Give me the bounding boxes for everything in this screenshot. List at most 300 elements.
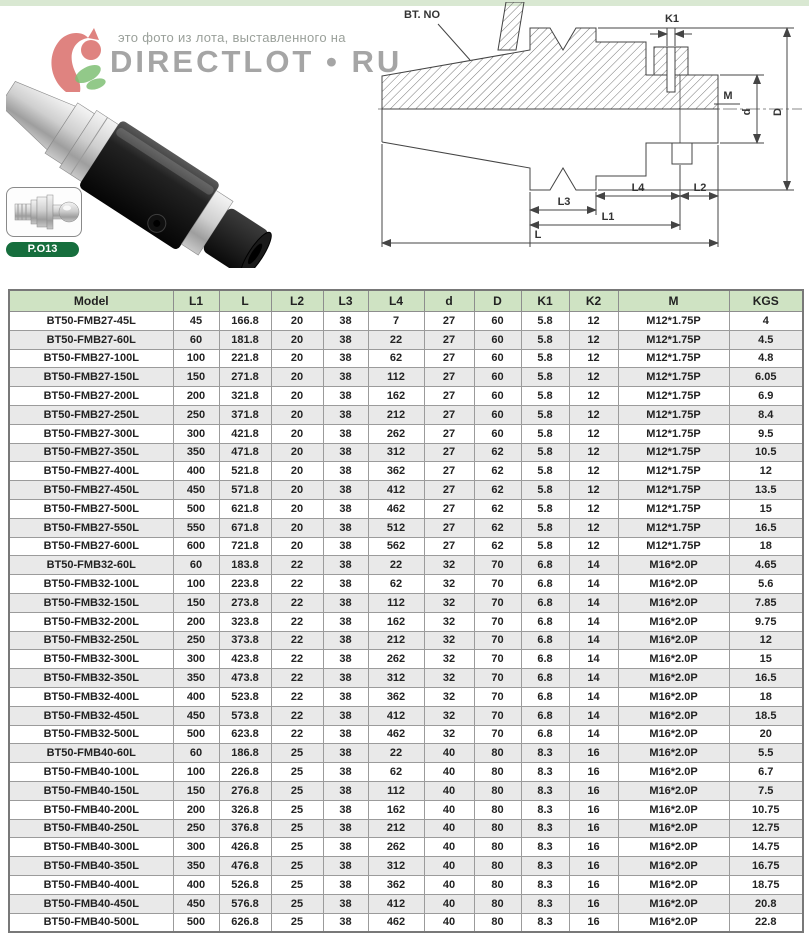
table-cell: 14 [569,706,618,725]
table-cell: 373.8 [219,631,271,650]
table-cell: 300 [173,650,219,669]
table-cell: 12 [569,499,618,518]
table-cell: 16 [569,913,618,932]
table-cell: 6.8 [521,706,569,725]
table-cell: 60 [474,405,521,424]
table-cell: 5.8 [521,349,569,368]
table-cell: BT50-FMB27-200L [9,387,173,406]
table-row [9,462,803,481]
watermark-text: это фото из лота, выставленного на [118,30,346,45]
table-cell: 20 [271,518,323,537]
table-cell: 20.8 [729,894,803,913]
table-row [9,631,803,650]
table-cell: 22 [271,669,323,688]
table-cell: 12 [569,481,618,500]
table-cell: 38 [323,405,368,424]
screw-slot [667,47,675,92]
table-cell: 20 [271,499,323,518]
table-cell: 626.8 [219,913,271,932]
table-cell: 12 [569,368,618,387]
table-cell: 5.8 [521,424,569,443]
table-cell: 5.8 [521,387,569,406]
table-cell: 62 [474,518,521,537]
table-cell: 8.4 [729,405,803,424]
column-header-model: Model [9,290,173,312]
table-cell: 4.5 [729,330,803,349]
table-cell: 27 [424,330,474,349]
table-cell: 721.8 [219,537,271,556]
table-cell: BT50-FMB27-100L [9,349,173,368]
table-cell: 25 [271,744,323,763]
table-cell: 100 [173,349,219,368]
table-cell: 38 [323,481,368,500]
table-cell: 70 [474,556,521,575]
table-cell: 62 [368,349,424,368]
table-cell: 22 [271,631,323,650]
table-cell: 38 [323,368,368,387]
table-cell: 62 [474,443,521,462]
table-cell: 671.8 [219,518,271,537]
table-cell: 186.8 [219,744,271,763]
table-cell: 621.8 [219,499,271,518]
table-cell: 5.6 [729,575,803,594]
table-cell: 16 [569,894,618,913]
table-cell: 5.8 [521,537,569,556]
column-header-d: d [424,290,474,312]
table-cell: 40 [424,744,474,763]
table-cell: 70 [474,631,521,650]
table-cell: 8.3 [521,763,569,782]
table-cell: 25 [271,763,323,782]
table-cell: 70 [474,725,521,744]
table-cell: 150 [173,781,219,800]
table-cell: 450 [173,481,219,500]
table-cell: 15 [729,650,803,669]
table-cell: BT50-FMB40-250L [9,819,173,838]
spec-table-body [9,312,803,933]
table-cell: 27 [424,481,474,500]
table-cell: 38 [323,838,368,857]
table-cell: 8.3 [521,894,569,913]
table-cell: M16*2.0P [618,913,729,932]
table-cell: 20 [271,443,323,462]
table-cell: 200 [173,387,219,406]
table-row [9,819,803,838]
table-row [9,556,803,575]
table-cell: 25 [271,857,323,876]
table-cell: 80 [474,819,521,838]
table-cell: 32 [424,669,474,688]
table-cell: 400 [173,875,219,894]
table-row [9,387,803,406]
table-cell: BT50-FMB32-450L [9,706,173,725]
table-cell: 38 [323,706,368,725]
table-cell: M16*2.0P [618,838,729,857]
table-cell: 100 [173,575,219,594]
table-cell: 571.8 [219,481,271,500]
table-cell: 376.8 [219,819,271,838]
table-cell: 6.9 [729,387,803,406]
table-cell: 32 [424,631,474,650]
table-cell: 200 [173,612,219,631]
table-cell: 38 [323,669,368,688]
table-cell: 27 [424,443,474,462]
table-row [9,575,803,594]
table-cell: M12*1.75P [618,405,729,424]
table-row [9,518,803,537]
table-cell: 8.3 [521,913,569,932]
table-cell: 12 [569,405,618,424]
table-row [9,763,803,782]
table-cell: 25 [271,838,323,857]
table-cell: 38 [323,537,368,556]
table-cell: 38 [323,894,368,913]
table-cell: 27 [424,405,474,424]
table-cell: BT50-FMB32-150L [9,593,173,612]
table-cell: 183.8 [219,556,271,575]
table-cell: 62 [368,763,424,782]
table-cell: 32 [424,612,474,631]
table-cell: 20 [271,405,323,424]
table-cell: 512 [368,518,424,537]
table-row [9,537,803,556]
table-cell: 350 [173,857,219,876]
table-cell: BT50-FMB40-300L [9,838,173,857]
table-cell: 500 [173,913,219,932]
table-cell: 8.3 [521,781,569,800]
label-d-big: D [772,108,784,116]
table-cell: 38 [323,875,368,894]
table-cell: 38 [323,631,368,650]
table-cell: M16*2.0P [618,650,729,669]
table-cell: 162 [368,387,424,406]
table-cell: 6.8 [521,669,569,688]
table-cell: 38 [323,913,368,932]
table-cell: 112 [368,593,424,612]
table-cell: M16*2.0P [618,687,729,706]
table-cell: 112 [368,781,424,800]
table-cell: 300 [173,838,219,857]
spindle-wall [498,2,524,50]
table-cell: BT50-FMB32-400L [9,687,173,706]
table-cell: 6.8 [521,631,569,650]
table-row [9,593,803,612]
table-cell: 462 [368,725,424,744]
table-cell: 112 [368,368,424,387]
table-cell: M16*2.0P [618,669,729,688]
table-row [9,781,803,800]
table-cell: 162 [368,612,424,631]
table-row [9,875,803,894]
label-l2: L2 [693,182,707,194]
table-cell: 16 [569,875,618,894]
table-cell: BT50-FMB27-350L [9,443,173,462]
table-cell: 32 [424,687,474,706]
table-cell: M12*1.75P [618,518,729,537]
table-cell: 60 [474,387,521,406]
step-detail [672,143,692,164]
table-cell: BT50-FMB27-250L [9,405,173,424]
table-cell: 80 [474,763,521,782]
table-cell: 38 [323,330,368,349]
table-row [9,706,803,725]
table-cell: 40 [424,913,474,932]
table-cell: BT50-FMB32-250L [9,631,173,650]
table-cell: 20 [271,330,323,349]
pull-stud-inset [6,187,82,237]
table-cell: BT50-FMB27-550L [9,518,173,537]
table-cell: 200 [173,800,219,819]
table-cell: 12 [569,330,618,349]
table-cell: 22.8 [729,913,803,932]
table-cell: 60 [474,330,521,349]
table-row [9,349,803,368]
table-cell: 80 [474,913,521,932]
table-cell: 4.8 [729,349,803,368]
table-cell: 16 [569,744,618,763]
table-cell: 5.8 [521,312,569,331]
table-cell: 166.8 [219,312,271,331]
table-cell: 350 [173,669,219,688]
table-row [9,800,803,819]
table-cell: 38 [323,781,368,800]
table-cell: BT50-FMB32-300L [9,650,173,669]
table-cell: BT50-FMB27-300L [9,424,173,443]
table-cell: 80 [474,894,521,913]
table-cell: 12 [569,462,618,481]
table-cell: 5.8 [521,330,569,349]
table-cell: 262 [368,650,424,669]
table-cell: 80 [474,857,521,876]
table-cell: 7.5 [729,781,803,800]
table-cell: 38 [323,612,368,631]
table-cell: 450 [173,894,219,913]
table-row [9,838,803,857]
table-cell: 38 [323,800,368,819]
table-row [9,857,803,876]
table-cell: 40 [424,857,474,876]
table-cell: 22 [271,706,323,725]
table-cell: 16 [569,800,618,819]
table-cell: M16*2.0P [618,744,729,763]
table-cell: 526.8 [219,875,271,894]
table-row [9,612,803,631]
table-cell: 226.8 [219,763,271,782]
table-cell: 562 [368,537,424,556]
table-cell: 500 [173,499,219,518]
table-cell: 212 [368,631,424,650]
table-row [9,725,803,744]
label-bt-no: BT. NO [404,9,441,21]
table-cell: 22 [271,725,323,744]
table-cell: 20 [271,462,323,481]
table-cell: 10.5 [729,443,803,462]
table-cell: 38 [323,857,368,876]
table-cell: 70 [474,612,521,631]
table-cell: BT50-FMB32-100L [9,575,173,594]
label-l4: L4 [631,182,645,194]
table-cell: 40 [424,819,474,838]
table-cell: 38 [323,650,368,669]
table-cell: 40 [424,763,474,782]
table-cell: 32 [424,575,474,594]
table-cell: 5.8 [521,481,569,500]
table-cell: 10.75 [729,800,803,819]
table-cell: 212 [368,819,424,838]
table-cell: 80 [474,838,521,857]
table-cell: 22 [368,556,424,575]
table-cell: 16 [569,819,618,838]
table-cell: 426.8 [219,838,271,857]
table-cell: 38 [323,725,368,744]
table-cell: 8.3 [521,838,569,857]
table-cell: 20 [271,537,323,556]
table-cell: 471.8 [219,443,271,462]
table-row [9,443,803,462]
pull-stud-photo-illustration [7,188,81,236]
table-cell: BT50-FMB40-60L [9,744,173,763]
table-cell: 38 [323,443,368,462]
table-cell: 5.8 [521,405,569,424]
table-cell: 62 [474,481,521,500]
table-cell: 362 [368,462,424,481]
directlot-squirrel-logo-icon [44,28,114,102]
table-cell: M16*2.0P [618,631,729,650]
table-cell: 22 [271,575,323,594]
table-cell: 27 [424,368,474,387]
table-cell: 62 [474,499,521,518]
table-cell: 16 [569,857,618,876]
table-cell: 8.3 [521,857,569,876]
table-cell: 38 [323,462,368,481]
table-cell: BT50-FMB27-150L [9,368,173,387]
table-cell: 20 [271,424,323,443]
table-cell: 62 [474,537,521,556]
table-cell: 250 [173,631,219,650]
table-cell: 550 [173,518,219,537]
table-cell: M16*2.0P [618,575,729,594]
table-cell: 576.8 [219,894,271,913]
table-cell: BT50-FMB27-400L [9,462,173,481]
table-cell: 12 [729,462,803,481]
table-cell: M16*2.0P [618,763,729,782]
table-cell: 16 [569,781,618,800]
table-cell: M16*2.0P [618,706,729,725]
table-cell: 5.8 [521,499,569,518]
table-cell: 14.75 [729,838,803,857]
table-cell: 38 [323,575,368,594]
table-cell: BT50-FMB40-500L [9,913,173,932]
table-row [9,913,803,932]
table-cell: 32 [424,725,474,744]
column-header-m: M [618,290,729,312]
table-cell: BT50-FMB40-200L [9,800,173,819]
table-row [9,330,803,349]
table-cell: 12 [569,387,618,406]
table-cell: M12*1.75P [618,312,729,331]
table-cell: BT50-FMB32-200L [9,612,173,631]
table-cell: 38 [323,387,368,406]
table-cell: 300 [173,424,219,443]
table-cell: 27 [424,349,474,368]
tool-outline-lower [382,109,718,190]
table-cell: 521.8 [219,462,271,481]
table-cell: 12 [569,312,618,331]
table-cell: 70 [474,687,521,706]
table-cell: BT50-FMB40-100L [9,763,173,782]
table-cell: 18.75 [729,875,803,894]
table-cell: 20 [271,368,323,387]
table-cell: 312 [368,857,424,876]
table-cell: 321.8 [219,387,271,406]
table-cell: 8.3 [521,800,569,819]
table-cell: 60 [474,312,521,331]
table-cell: 62 [368,575,424,594]
table-row [9,650,803,669]
spec-table [8,289,804,933]
table-cell: 20 [271,312,323,331]
table-cell: 5.5 [729,744,803,763]
table-cell: 14 [569,593,618,612]
table-cell: 22 [271,687,323,706]
table-cell: 70 [474,650,521,669]
table-cell: BT50-FMB40-450L [9,894,173,913]
table-cell: 38 [323,763,368,782]
table-cell: 80 [474,800,521,819]
table-cell: 25 [271,913,323,932]
table-cell: 14 [569,687,618,706]
table-cell: 38 [323,593,368,612]
table-cell: 150 [173,368,219,387]
table-cell: BT50-FMB32-60L [9,556,173,575]
table-cell: 12 [729,631,803,650]
table-cell: 350 [173,443,219,462]
table-cell: 476.8 [219,857,271,876]
table-cell: 162 [368,800,424,819]
table-cell: M12*1.75P [618,462,729,481]
table-cell: 40 [424,894,474,913]
table-cell: 4.65 [729,556,803,575]
table-cell: 13.5 [729,481,803,500]
table-cell: 312 [368,669,424,688]
table-cell: 9.75 [729,612,803,631]
table-cell: M16*2.0P [618,781,729,800]
table-cell: 8.3 [521,744,569,763]
table-cell: M16*2.0P [618,819,729,838]
table-cell: 8.3 [521,875,569,894]
table-cell: M12*1.75P [618,443,729,462]
table-cell: 70 [474,593,521,612]
table-cell: 412 [368,706,424,725]
table-cell: 32 [424,650,474,669]
table-cell: 400 [173,687,219,706]
table-cell: 38 [323,349,368,368]
table-cell: 20 [271,481,323,500]
table-cell: 473.8 [219,669,271,688]
table-cell: 27 [424,537,474,556]
label-k1: K1 [664,13,680,25]
column-header-k2: K2 [569,290,618,312]
table-cell: 12 [569,349,618,368]
table-cell: 221.8 [219,349,271,368]
column-header-l: L [219,290,271,312]
table-cell: 323.8 [219,612,271,631]
table-cell: 14 [569,669,618,688]
table-cell: 18.5 [729,706,803,725]
table-cell: M16*2.0P [618,800,729,819]
table-cell: M12*1.75P [618,368,729,387]
table-cell: 60 [474,424,521,443]
